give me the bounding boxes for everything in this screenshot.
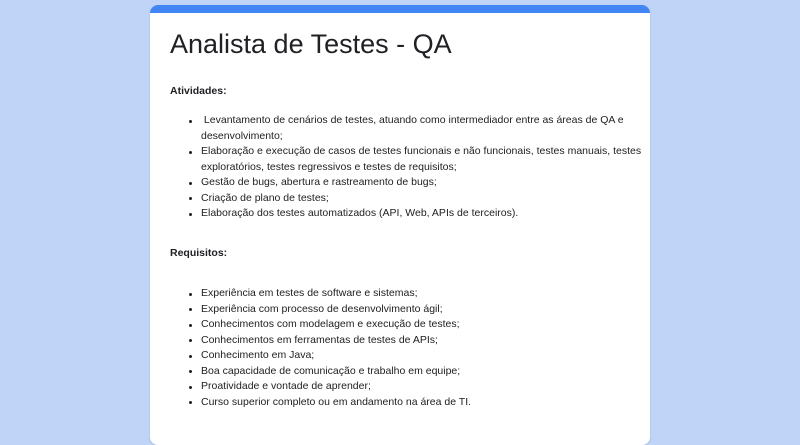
card-accent-bar <box>150 5 650 13</box>
form-title: Analista de Testes - QA <box>170 29 452 59</box>
activity-item: Gestão de bugs, abertura e rastreamento de bugs; <box>201 175 650 191</box>
requirement-item: Boa capacidade de comunicação e trabalho em equipe; <box>201 364 650 380</box>
form-header-card <box>150 5 650 445</box>
requirement-item: Conhecimentos em ferramentas de testes de APIs; <box>201 333 650 349</box>
requirement-item: Experiência com processo de desenvolvimento ágil; <box>201 302 650 318</box>
activity-item: Levantamento de cenários de testes, atuando como intermediador entre as áreas de QA e desenvolvimento; <box>201 113 650 144</box>
activity-item: Elaboração dos testes automatizados (API, Web, APIs de terceiros). <box>201 206 650 222</box>
activity-item: Criação de plano de testes; <box>201 191 650 207</box>
activities-heading: Atividades: <box>170 85 227 97</box>
activities-list <box>170 113 650 222</box>
requirement-item: Curso superior completo ou em andamento na área de TI. <box>201 395 650 411</box>
activity-item: Elaboração e execução de casos de testes funcionais e não funcionais, testes manuais, testes exploratórios, testes regressivos e testes de requisitos; <box>201 144 650 175</box>
requirement-item: Conhecimentos com modelagem e execução de testes; <box>201 317 650 333</box>
requirement-item: Conhecimento em Java; <box>201 348 650 364</box>
requirements-heading: Requisitos: <box>170 247 228 259</box>
requirements-list <box>170 286 650 410</box>
requirement-item: Proatividade e vontade de aprender; <box>201 379 650 395</box>
requirement-item: Experiência em testes de software e sistemas; <box>201 286 650 302</box>
